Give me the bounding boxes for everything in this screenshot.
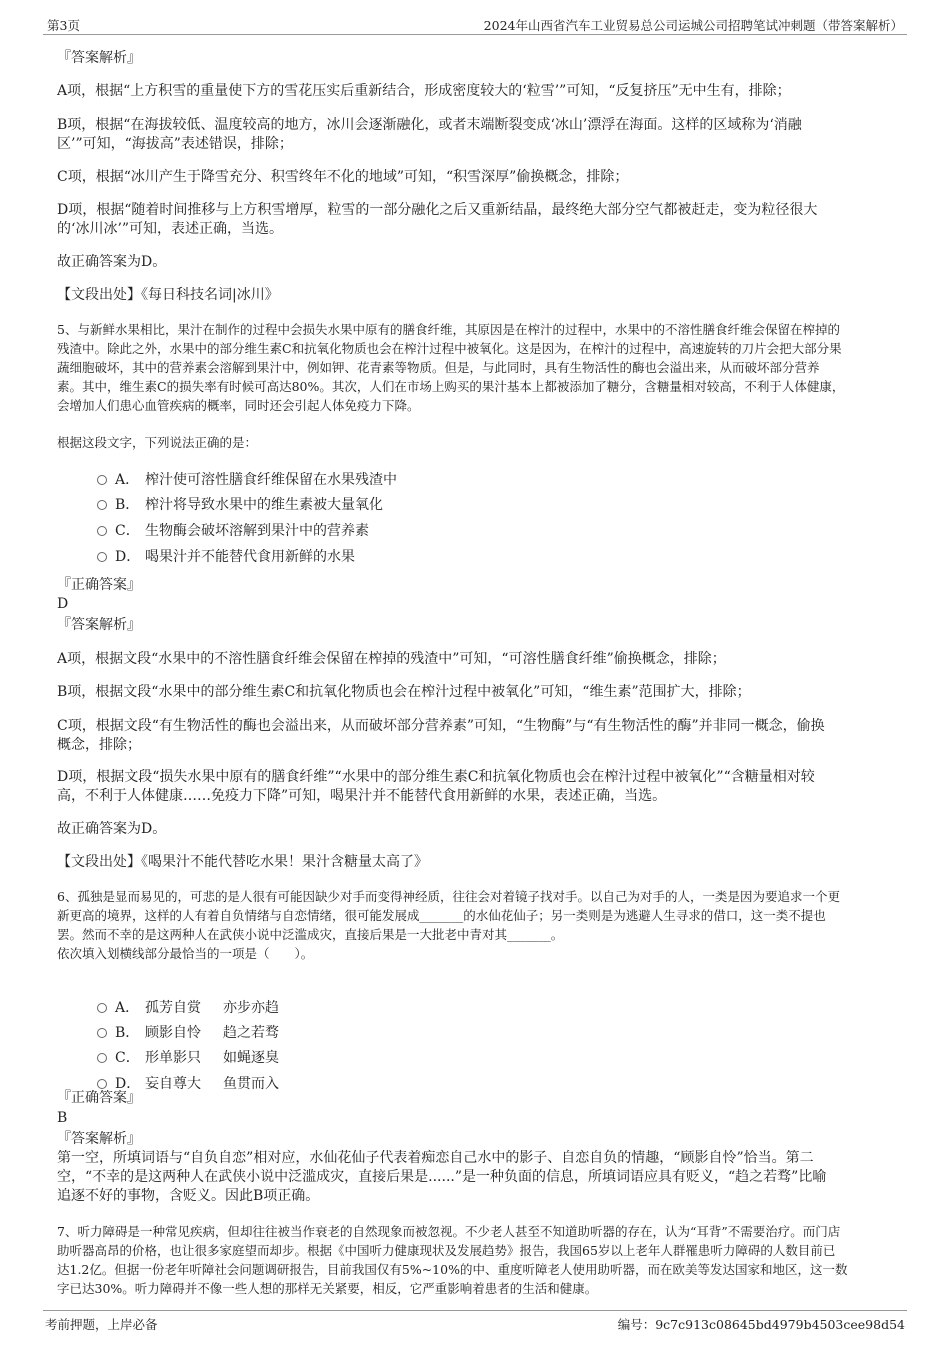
source: 【文段出处】《喝果汁不能代替吃水果！果汁含糖量太高了》	[57, 854, 428, 870]
question-5-prompt: 根据这段文字，下列说法正确的是：	[57, 435, 258, 450]
document-id: 编号：9c7c913c08645bd4979b4503cee98d54	[617, 1317, 905, 1332]
radio-icon[interactable]	[97, 475, 107, 485]
correct-answer-label: 『正确答案』	[57, 577, 141, 593]
analysis-label: 『答案解析』	[57, 50, 141, 66]
option-b[interactable]: B． 顾影自怜 趋之若骛	[97, 1023, 279, 1043]
option-c[interactable]: C． 形单影只 如蝇逐臭	[97, 1048, 279, 1068]
option-d[interactable]: D． 喝果汁并不能替代食用新鲜的水果	[97, 547, 355, 567]
option-c[interactable]: C． 生物酶会破坏溶解到果汁中的营养素	[97, 521, 369, 541]
question-7-stem: 7、听力障碍是一种常见疾病，但却往往被当作衰老的自然现象而被忽视。不少老人甚至不知道助听器的存在，认为“耳背”不需要治疗。而门店 助听器高昂的价格，也让很多家庭望而却步。根据《中国听力健康现状及发展趋势》报告，我国65岁以上老年人群罹患听力障碍的人数目前已 达1.2亿。但据一份老年听障社会问题调研报告，目前我国仅有5%~10%的中、重度听障老人使用助听器，而在欧美等发达国家和地区，这一数 字已达30%。听力障碍并不像一些人想的那样无关紧要，相反，它严重影响着患者的生活和健康。	[57, 1224, 848, 1296]
analysis-c: C项，根据文段“有生物活性的酶也会溢出来，从而破坏部分营养素”可知，“生物酶”与“有生物活性的酶”并非同一概念，偷换 概念，排除；	[57, 718, 825, 753]
option-a[interactable]: A． 孤芳自赏 亦步亦趋	[97, 998, 279, 1018]
page-header	[43, 14, 907, 35]
radio-icon[interactable]	[97, 1003, 107, 1013]
analysis-a: A项，根据“上方积雪的重量使下方的雪花压实后重新结合，形成密度较大的‘粒雪’”可知，“反复挤压”无中生有，排除；	[57, 83, 791, 99]
source: 【文段出处】《每日科技名词|冰川》	[57, 287, 279, 303]
radio-icon[interactable]	[97, 1028, 107, 1038]
analysis-d: D项，根据“随着时间推移与上方积雪增厚，粒雪的一部分融化之后又重新结晶，最终绝大部分空气都被赶走，变为粒径很大 的‘冰川冰’”可知，表述正确，当选。	[57, 202, 818, 237]
correct-answer: B	[57, 1110, 68, 1126]
option-b[interactable]: B． 榨汁将导致水果中的维生素被大量氧化	[97, 495, 383, 515]
radio-icon[interactable]	[97, 500, 107, 510]
analysis-label: 『答案解析』	[57, 617, 141, 633]
document-title: 2024年山西省汽车工业贸易总公司运城公司招聘笔试冲刺题（带答案解析）	[483, 18, 903, 33]
analysis-label: 『答案解析』	[57, 1131, 141, 1147]
radio-icon[interactable]	[97, 526, 107, 536]
analysis-c: C项，根据“冰川产生于降雪充分、积雪终年不化的地域”可知，“积雪深厚”偷换概念，排除；	[57, 169, 629, 185]
correct-answer-label: 『正确答案』	[57, 1090, 141, 1106]
page-footer	[43, 1310, 907, 1333]
analysis-b: B项，根据“在海拔较低、温度较高的地方，冰川会逐渐融化，或者末端断裂变成‘冰山’漂浮在海面。这样的区域称为‘消融 区’”可知，“海拔高”表述错误，排除；	[57, 117, 802, 152]
radio-icon[interactable]	[97, 1053, 107, 1063]
analysis-b: B项，根据文段“水果中的部分维生素C和抗氧化物质也会在榨汁过程中被氧化”可知，“维生素”范围扩大，排除；	[57, 684, 751, 700]
page-number: 第3页	[47, 18, 80, 33]
analysis-text: 第一空，所填词语与“自负自恋”相对应，水仙花仙子代表着痴恋自己水中的影子、自恋自负的情趣，“顾影自怜”恰当。第二 空，“不幸的是这两种人在武侠小说中泛滥成灾，直接后果是......”是一种负面的信息，所填词语应具有贬义，“趋之若骛”比喻 追逐不好的事物，含贬义。因此B项正确。	[57, 1150, 827, 1204]
footer-slogan: 考前押题，上岸必备	[45, 1317, 158, 1332]
conclusion: 故正确答案为D。	[57, 821, 167, 837]
analysis-d: D项，根据文段“损失水果中原有的膳食纤维”“水果中的部分维生素C和抗氧化物质也会在榨汁过程中被氧化”“含糖量相对较 高，不利于人体健康……免疫力下降”可知，喝果汁并不能替代食用新鲜的水果，表述正确，当选。	[57, 769, 815, 804]
option-d[interactable]: D． 妄自尊大 鱼贯而入	[97, 1074, 279, 1094]
radio-icon[interactable]	[97, 1079, 107, 1089]
correct-answer: D	[57, 596, 69, 612]
analysis-a: A项，根据文段“水果中的不溶性膳食纤维会保留在榨掉的残渣中”可知，“可溶性膳食纤维”偷换概念，排除；	[57, 651, 726, 667]
conclusion: 故正确答案为D。	[57, 254, 167, 270]
question-6-stem: 6、孤独是显而易见的，可悲的是人很有可能因缺少对手而变得神经质，往往会对着镜子找对手。以自己为对手的人，一类是因为要追求一个更 新更高的境界，这样的人有着自负情绪与自恋情绪，很可能发展成_______的水仙花仙子；另一类则是为逃避人生寻求的借口，这一类不提也 罢。然而不幸的是这两种人在武侠小说中泛滥成灾，直接后果是一大批老中青对其_______。 依次填入划横线部分最恰当的一项是（ ）。	[57, 889, 840, 961]
radio-icon[interactable]	[97, 552, 107, 562]
question-5-stem: 5、与新鲜水果相比，果汁在制作的过程中会损失水果中原有的膳食纤维，其原因是在榨汁的过程中，水果中的不溶性膳食纤维会保留在榨掉的 残渣中。除此之外，水果中的部分维生素C和抗氧化物质也会在榨汁过程中被氧化。这是因为，在榨汁的过程中，高速旋转的刀片会把大部分果 蔬细胞破坏，其中的营养素会溶解到果汁中，例如钾、花青素等物质。但是，与此同时，具有生物活性的酶也会溢出来，从而破坏部分营养 素。其中，维生素C的损失率有时候可高达80%。其次，人们在市场上购买的果汁基本上都被添加了糖分，含糖量相对较高，不利于人体健康， 会增加人们患心血管疾病的概率，同时还会引起人体免疫力下降。	[57, 322, 845, 413]
option-a[interactable]: A． 榨汁使可溶性膳食纤维保留在水果残渣中	[97, 470, 397, 490]
